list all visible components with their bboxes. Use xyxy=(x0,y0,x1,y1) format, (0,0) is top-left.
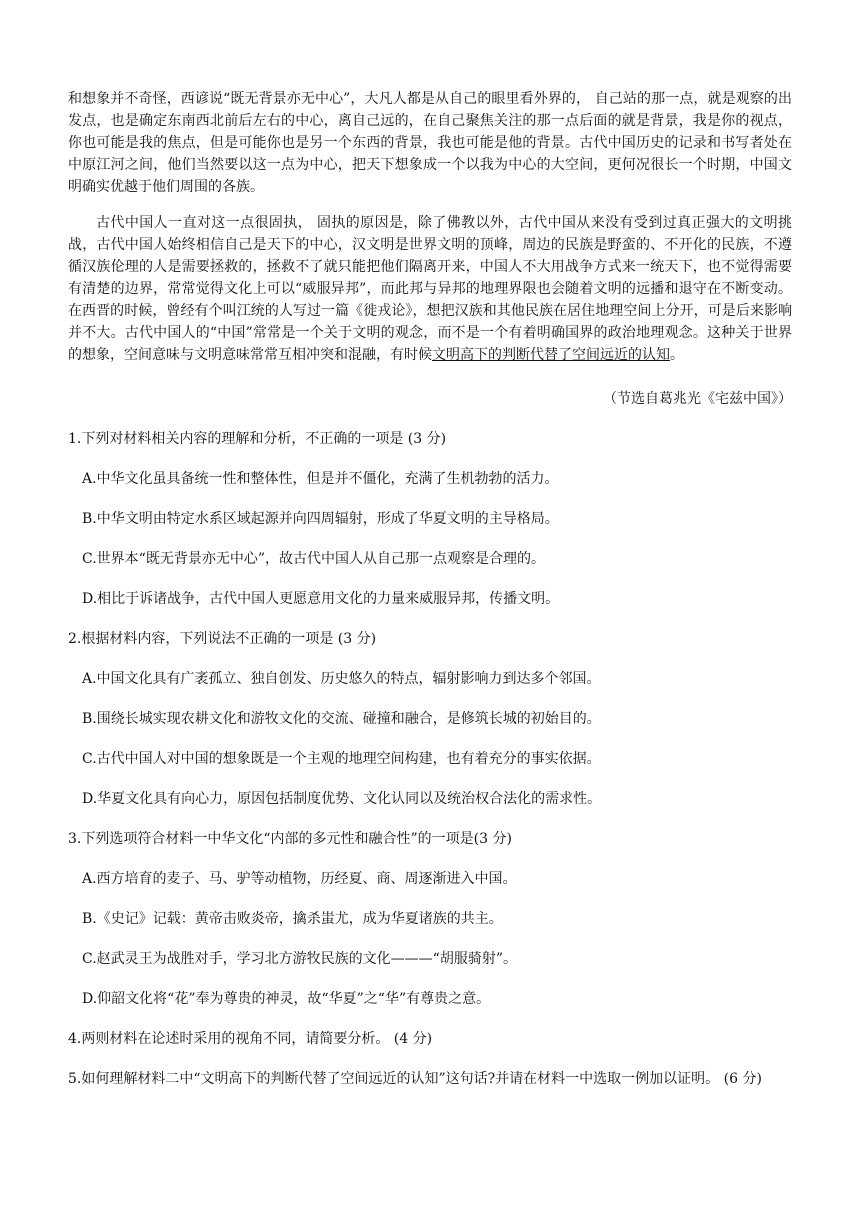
question-stem: 2.根据材料内容，下列说法不正确的一项是 (3 分) xyxy=(68,631,377,647)
question-stem: 3.下列选项符合材料一中华文化“内部的多元性和融合性”的一项是(3 分) xyxy=(68,831,512,847)
option-a: A.中国文化具有广袤孤立、独自创发、历史悠久的特点，辐射影响力到达多个邻国。 xyxy=(82,671,601,687)
question-stem: 5.如何理解材料二中“文明高下的判断代替了空间远近的认知”这句话?并请在材料一中选取一例加以证明。 (6 分) xyxy=(68,1071,762,1087)
passage-paragraph-2 xyxy=(68,212,792,366)
option-b: B.《史记》记载：黄帝击败炎帝，擒杀蚩尤，成为华夏诸族的共主。 xyxy=(82,911,503,927)
passage-text-1: 和想象并不奇怪，西谚说“既无背景亦无中心”，大凡人都是从自己的眼里看外界的， 自己站的那一点，就是观察的出发点，也是确定东南西北前后左右的中心，离自己远的，在自己聚焦关注的那一点后面的就是背景，我是你的视点，你也可能是我的焦点，但是可能你也是另一个东西的背景，我也可能是他的背景。古代中国历史的记录和书写者处在中原江河之间，他们当然要以这一点为中心，把天下想象成一个以我为中心的大空间，更何况很长一个时期，中国文明确实优越于他们周围的各族。 xyxy=(68,91,792,195)
question-2 xyxy=(68,628,792,810)
option-a: A.中华文化虽具备统一性和整体性，但是并不僵化，充满了生机勃勃的活力。 xyxy=(82,471,559,487)
question-4 xyxy=(68,1028,792,1050)
option-d: D.华夏文化具有向心力，原因包括制度优势、文化认同以及统治权合法化的需求性。 xyxy=(82,791,602,807)
passage-text-2-end: 。 xyxy=(670,347,684,363)
option-c: C.古代中国人对中国的想象既是一个主观的地理空间构建，也有着充分的事实依据。 xyxy=(82,751,601,767)
question-stem: 4.两则材料在论述时采用的视角不同，请简要分析。 (4 分) xyxy=(68,1031,433,1047)
underlined-sentence: 文明高下的判断代替了空间远近的认知 xyxy=(432,347,670,363)
option-d: D.仰韶文化将“花”奉为尊贵的神灵，故“华夏”之“华”有尊贵之意。 xyxy=(82,991,491,1007)
option-a: A.西方培育的麦子、马、驴等动植物，历经夏、商、周逐渐进入中国。 xyxy=(82,871,517,887)
exam-page xyxy=(68,88,792,1090)
question-1 xyxy=(68,428,792,610)
option-d: D.相比于诉诸战争，古代中国人更愿意用文化的力量来威服异邦，传播文明。 xyxy=(82,591,560,607)
option-c: C.世界本“既无背景亦无中心”，故古代中国人从自己那一点观察是合理的。 xyxy=(82,551,545,567)
passage-text-2: 古代中国人一直对这一点很固执， 固执的原因是，除了佛教以外，古代中国从来没有受到过真正强大的文明挑战，古代中国人始终相信自己是天下的中心，汉文明是世界文明的顶峰，周边的民族是野蛮的、不开化的民族，不遵循汉族伦理的人是需要拯救的，拯救不了就只能把他们隔离开来，中国人不大用战争方式来一统天下，也不觉得需要有清楚的边界，常常觉得文化上可以“威服异邦”，而此邦与异邦的地理界限也会随着文明的远播和退守在不断变动。在西晋的时候，曾经有个叫江统的人写过一篇《徙戎论》，想把汉族和其他民族在居住地理空间上分开，可是后来影响并不大。古代中国人的“中国”常常是一个关于文明的观念，而不是一个有着明确国界的政治地理观念。这种关于世界的想象，空间意味与文明意味常常互相冲突和混融，有时候 xyxy=(68,215,792,363)
passage-paragraph-1 xyxy=(68,88,792,198)
question-stem: 1.下列对材料相关内容的理解和分析，不正确的一项是 (3 分) xyxy=(68,431,447,447)
question-3 xyxy=(68,828,792,1010)
question-5 xyxy=(68,1068,792,1090)
option-b: B.围绕长城实现农耕文化和游牧文化的交流、碰撞和融合，是修筑长城的初始目的。 xyxy=(82,711,601,727)
passage-source: （节选自葛兆光《宅兹中国》） xyxy=(603,391,792,407)
option-c: C.赵武灵王为战胜对手，学习北方游牧民族的文化———“胡服骑射”。 xyxy=(82,951,517,967)
option-b: B.中华文明由特定水系区域起源并向四周辐射，形成了华夏文明的主导格局。 xyxy=(82,511,559,527)
